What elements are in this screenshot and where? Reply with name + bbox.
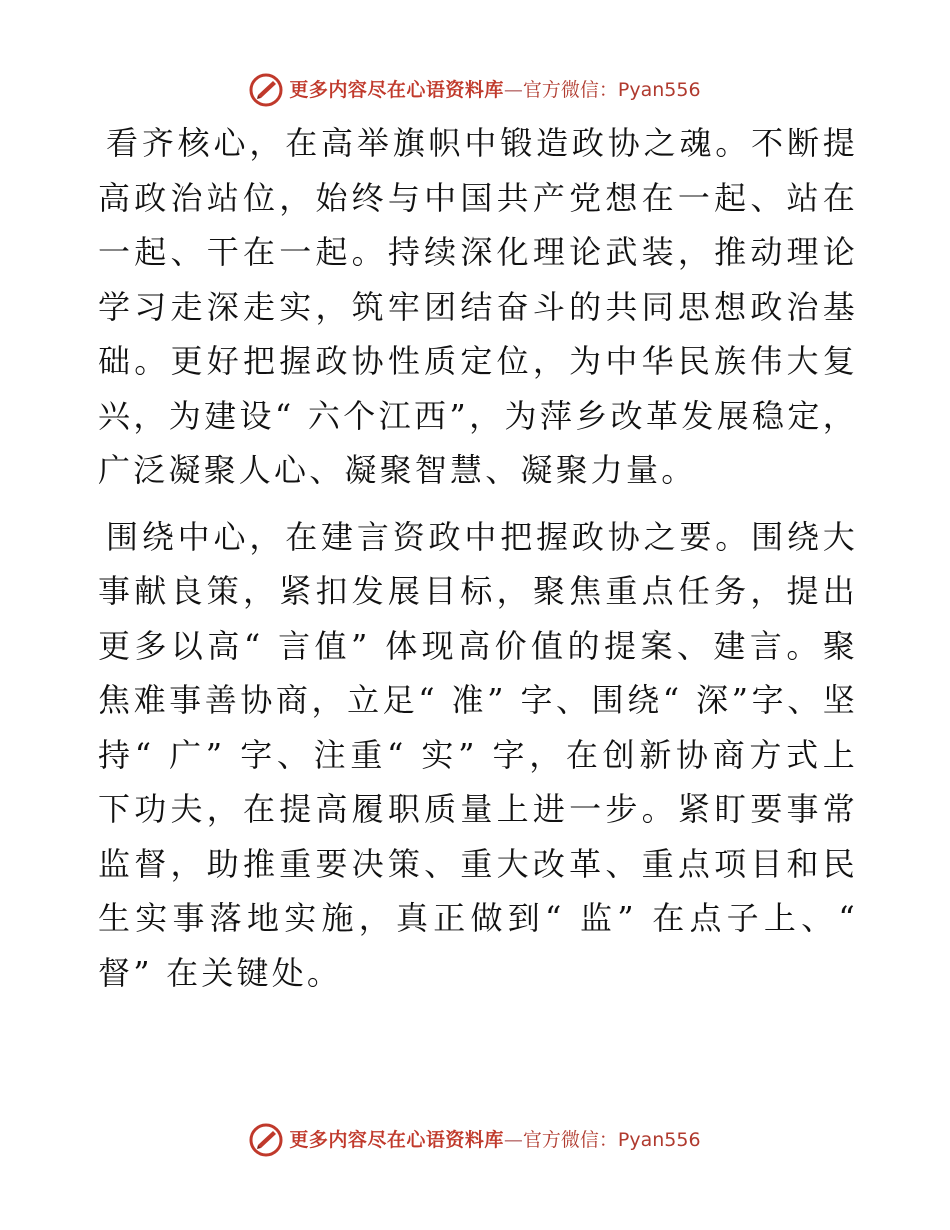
document-body — [98, 116, 858, 1012]
banner-text: 更多内容尽在心语资料库 — [289, 79, 504, 101]
banner-wechat: 官方微信：Pyan556 — [522, 79, 701, 101]
banner-dash: — — [503, 79, 523, 101]
paragraph-1: 看齐核心，在高举旗帜中锻造政协之魂。不断提高政治站位，始终与中国共产党想在一起、站在一起、干在一起。持续深化理论武装，推动理论学习走深走实，筑牢团结奋斗的共同思想政治基础。更好把握政协性质定位，为中华民族伟大复兴，为建设“ 六个江西”，为萍乡改革发展稳定，广泛凝聚人心、凝聚智慧、凝聚力量。 — [98, 124, 858, 489]
paragraph-2: 围绕中心，在建言资政中把握政协之要。围绕大事献良策，紧扣发展目标，聚焦重点任务，提出更多以高“ 言值” 体现高价值的提案、建言。聚焦难事善协商，立足“ 准” 字、围绕“ 深”字、坚持“ 广” 字、注重“ 实” 字，在创新协商方式上下功夫，在提高履职质量上进一步。紧盯要事常监督，助推重要决策、重大改革、重点项目和民生实事落地实施，真正做到“ 监” 在点子上、“ 督” 在关键处。 — [98, 517, 858, 992]
seal-logo-icon — [249, 1123, 283, 1157]
banner-text: 更多内容尽在心语资料库 — [289, 1129, 504, 1151]
footer-banner — [0, 1120, 950, 1160]
banner-wechat: 官方微信：Pyan556 — [522, 1129, 701, 1151]
banner-dash: — — [503, 1129, 523, 1151]
header-banner — [0, 70, 950, 110]
seal-logo-icon — [249, 73, 283, 107]
